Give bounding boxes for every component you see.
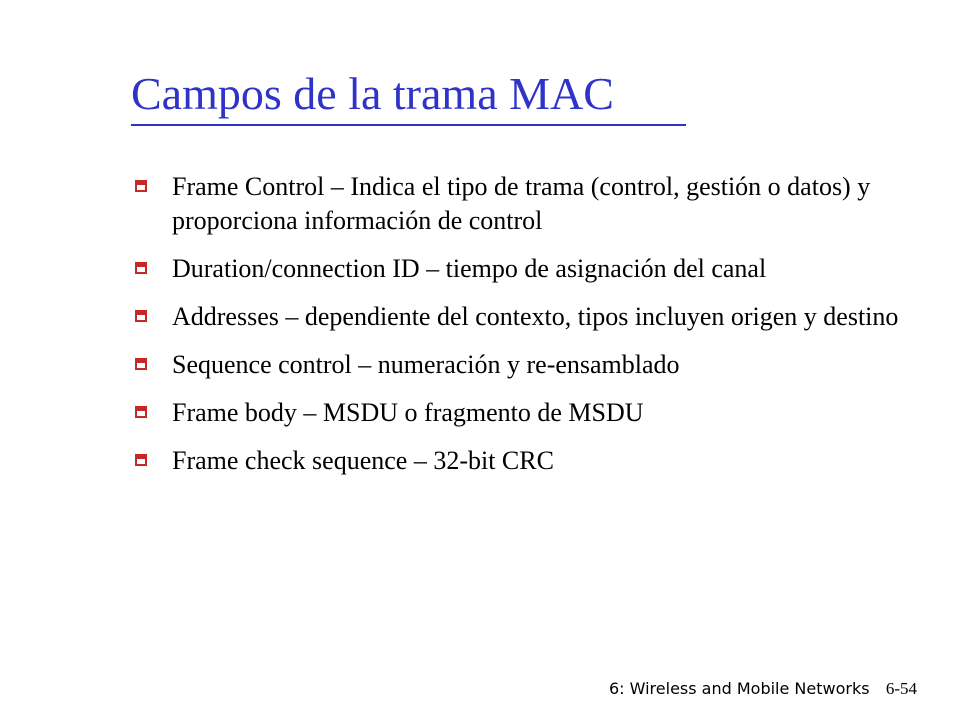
- bullet-item: [135, 396, 935, 430]
- bullet-item: [135, 170, 935, 238]
- bullet-text: Frame Control – Indica el tipo de trama (control, gestión o datos) y proporciona información de control: [172, 172, 871, 235]
- bullet-text: Addresses – dependiente del contexto, tipos incluyen origen y destino: [172, 302, 899, 331]
- square-bullet-icon: [135, 454, 147, 466]
- bullet-item: [135, 252, 935, 286]
- title-underline: [131, 124, 686, 126]
- bullet-item: [135, 348, 935, 382]
- bullet-text: Sequence control – numeración y re-ensamblado: [172, 350, 680, 379]
- bullet-text: Frame body – MSDU o fragmento de MSDU: [172, 398, 644, 427]
- slide-title: Campos de la trama MAC: [131, 68, 614, 119]
- bullet-text: Frame check sequence – 32-bit CRC: [172, 446, 554, 475]
- square-bullet-icon: [135, 262, 147, 274]
- square-bullet-icon: [135, 310, 147, 322]
- square-bullet-icon: [135, 406, 147, 418]
- bullet-text: Duration/connection ID – tiempo de asignación del canal: [172, 254, 767, 283]
- bullet-item: [135, 300, 935, 334]
- bullet-list: [135, 170, 935, 492]
- footer-course-title: 6: Wireless and Mobile Networks: [608, 679, 870, 698]
- square-bullet-icon: [135, 180, 147, 192]
- footer-page-number: 6-54: [885, 679, 917, 698]
- slide-footer: [609, 679, 917, 699]
- bullet-item: [135, 444, 935, 478]
- square-bullet-icon: [135, 358, 147, 370]
